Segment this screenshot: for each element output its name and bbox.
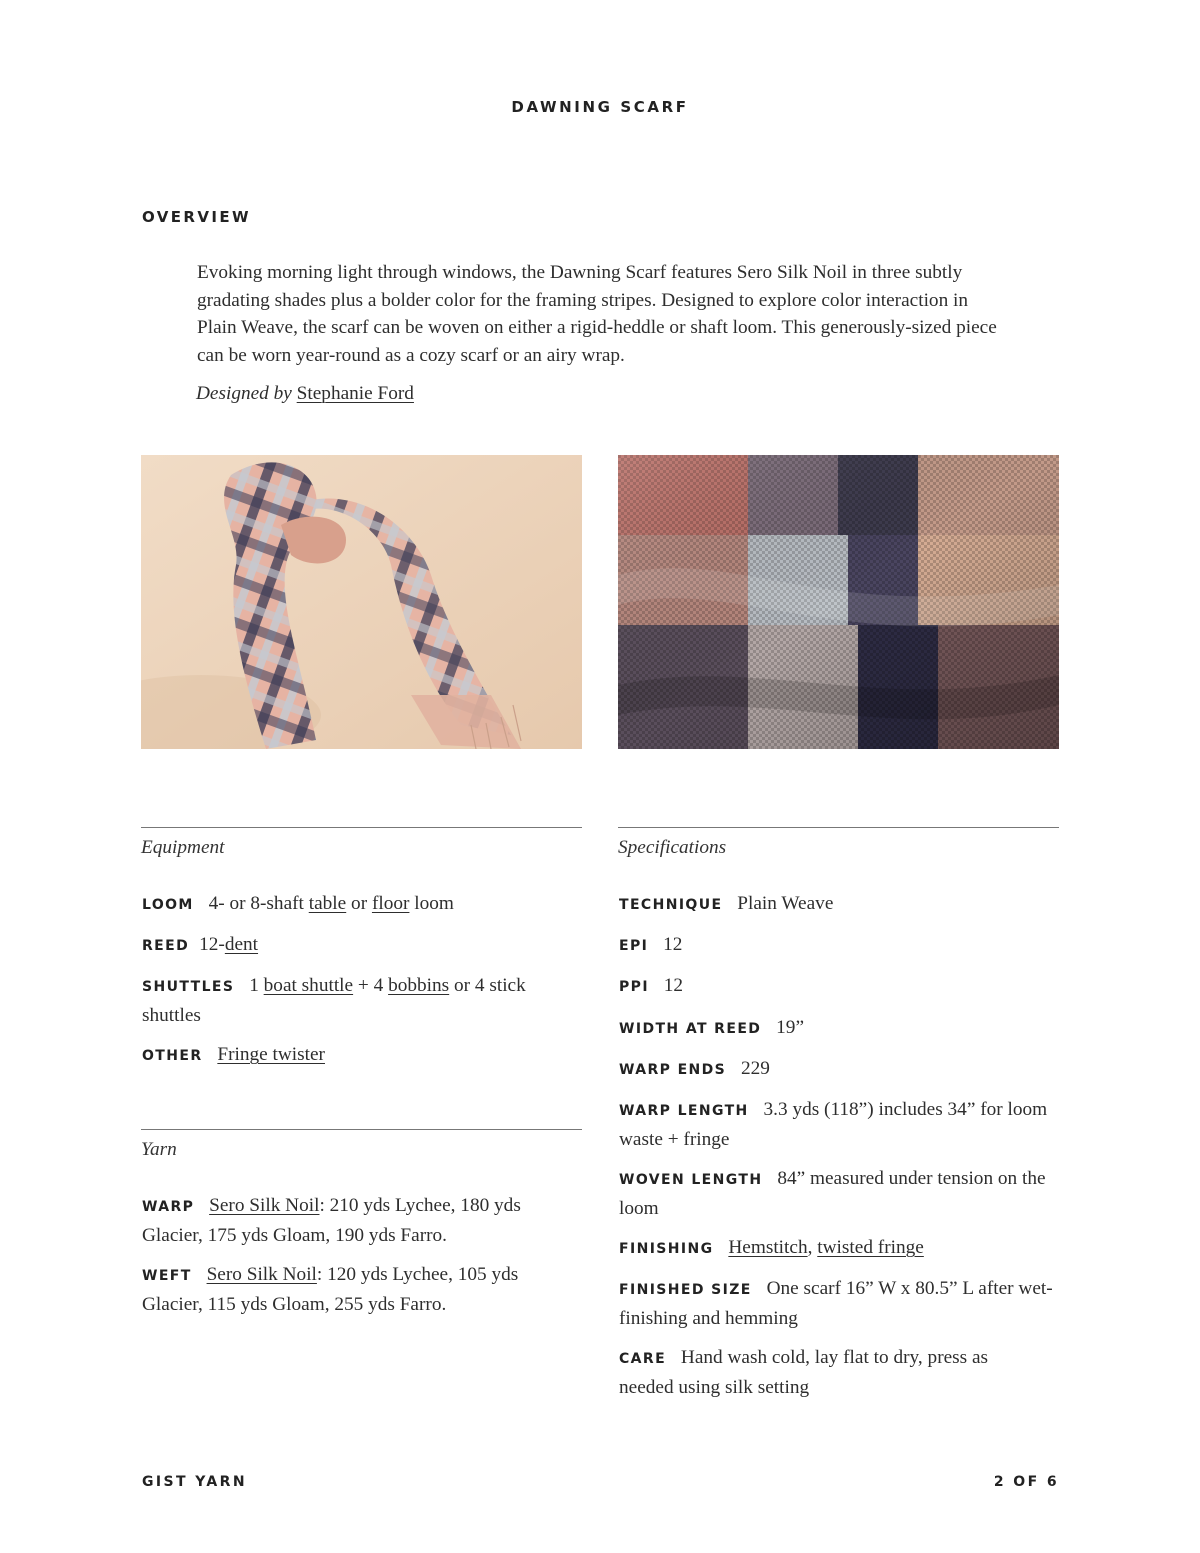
hemstitch-link[interactable]: Hemstitch (728, 1237, 808, 1258)
woven-length-value: 84” measured under tension on the loom (619, 1168, 1046, 1219)
equipment-other (142, 1041, 562, 1071)
care-key: CARE (619, 1351, 667, 1367)
shuttles-pre: 1 (249, 975, 259, 996)
yarn-weft (142, 1261, 542, 1318)
yarn-divider (141, 1129, 582, 1130)
woven-length-key: WOVEN LENGTH (619, 1172, 763, 1188)
spec-technique (619, 890, 1039, 920)
ppi-key: PPI (619, 979, 649, 995)
weft-yarn-link[interactable]: Sero Silk Noil (206, 1264, 317, 1285)
designed-by-label: Designed by (196, 383, 292, 404)
epi-value: 12 (663, 934, 683, 955)
reed-pre: 12- (199, 934, 225, 955)
loom-mid: or (351, 893, 368, 914)
spec-woven-length (619, 1165, 1064, 1222)
spec-epi (619, 931, 1039, 961)
page-title: DAWNING SCARF (511, 98, 689, 116)
shuttles-key: SHUTTLES (142, 979, 235, 995)
footer-brand: GIST YARN (142, 1474, 247, 1490)
spec-width-at-reed (619, 1014, 1039, 1044)
equipment-divider (141, 827, 582, 828)
specifications-title: Specifications (618, 837, 727, 858)
weave-closeup-photo (618, 455, 1059, 749)
ppi-value: 12 (663, 975, 684, 996)
loom-key: LOOM (142, 897, 194, 913)
warp-length-key: WARP LENGTH (619, 1103, 749, 1119)
loom-post: loom (414, 893, 454, 914)
warp-length-value: 3.3 yds (118”) includes 34” for loom waste + fringe (619, 1099, 1048, 1150)
designer-credit (196, 383, 414, 405)
warp-yarn-link[interactable]: Sero Silk Noil (209, 1195, 320, 1216)
warp-key: WARP (142, 1199, 195, 1215)
weave-closeup-illustration (618, 455, 1059, 749)
width-at-reed-key: WIDTH AT REED (619, 1021, 762, 1037)
bobbins-link[interactable]: bobbins (388, 975, 450, 996)
twisted-fringe-link[interactable]: twisted fringe (817, 1237, 924, 1258)
equipment-reed (142, 931, 562, 961)
equipment-title: Equipment (141, 837, 225, 858)
spec-finished-size (619, 1275, 1059, 1332)
equipment-shuttles (142, 972, 552, 1029)
designer-link[interactable]: Stephanie Ford (296, 383, 414, 404)
reed-key: REED (142, 938, 190, 954)
spec-warp-ends (619, 1055, 1039, 1085)
dent-link[interactable]: dent (224, 934, 259, 955)
spec-ppi (619, 972, 1039, 1002)
shuttles-post: or 4 stick shuttles (142, 975, 526, 1026)
weft-key: WEFT (142, 1268, 192, 1284)
spec-care (619, 1344, 1019, 1401)
fringe-twister-link[interactable]: Fringe twister (217, 1044, 325, 1065)
footer-page-number: 2 OF 6 (993, 1474, 1059, 1490)
boat-shuttle-link[interactable]: boat shuttle (263, 975, 354, 996)
spec-warp-length (619, 1096, 1051, 1153)
warp-yarn-text: : 210 yds Lychee, 180 yds Glacier, 175 yds Gloam, 190 yds Farro. (142, 1195, 521, 1246)
technique-key: TECHNIQUE (619, 897, 723, 913)
specifications-divider (618, 827, 1059, 828)
technique-value: Plain Weave (737, 893, 834, 914)
finishing-key: FINISHING (619, 1241, 714, 1257)
overview-heading: OVERVIEW (142, 208, 251, 226)
weft-yarn-text: : 120 yds Lychee, 105 yds Glacier, 115 yds Gloam, 255 yds Farro. (142, 1264, 519, 1315)
spec-finishing (619, 1234, 1039, 1264)
scarf-photo (141, 455, 582, 749)
overview-paragraph: Evoking morning light through windows, the Dawning Scarf features Sero Silk Noil in three subtly gradating shades plus a bolder color for the framing stripes. Designed to explore color interaction in Plain Weave, the scarf can be woven on either a rigid-heddle or shaft loom. This generously-sized piece can be worn year-round as a cozy scarf or an airy wrap. (197, 262, 997, 366)
shuttles-mid: + 4 (357, 975, 384, 996)
floor-loom-link[interactable]: floor (371, 893, 410, 914)
other-key: OTHER (142, 1048, 203, 1064)
yarn-title: Yarn (141, 1139, 177, 1160)
equipment-loom (142, 890, 562, 920)
yarn-warp (142, 1192, 542, 1249)
epi-key: EPI (619, 938, 649, 954)
finished-size-value: One scarf 16” W x 80.5” L after wet-finishing and hemming (619, 1278, 1053, 1329)
scarf-photo-illustration (141, 455, 582, 749)
loom-pre: 4- or 8-shaft (208, 893, 304, 914)
table-loom-link[interactable]: table (308, 893, 347, 914)
warp-ends-key: WARP ENDS (619, 1062, 727, 1078)
care-value: Hand wash cold, lay flat to dry, press as needed using silk setting (619, 1347, 989, 1398)
width-at-reed-value: 19” (776, 1017, 804, 1038)
finished-size-key: FINISHED SIZE (619, 1282, 752, 1298)
warp-ends-value: 229 (740, 1058, 770, 1079)
finishing-sep: , (807, 1237, 813, 1258)
